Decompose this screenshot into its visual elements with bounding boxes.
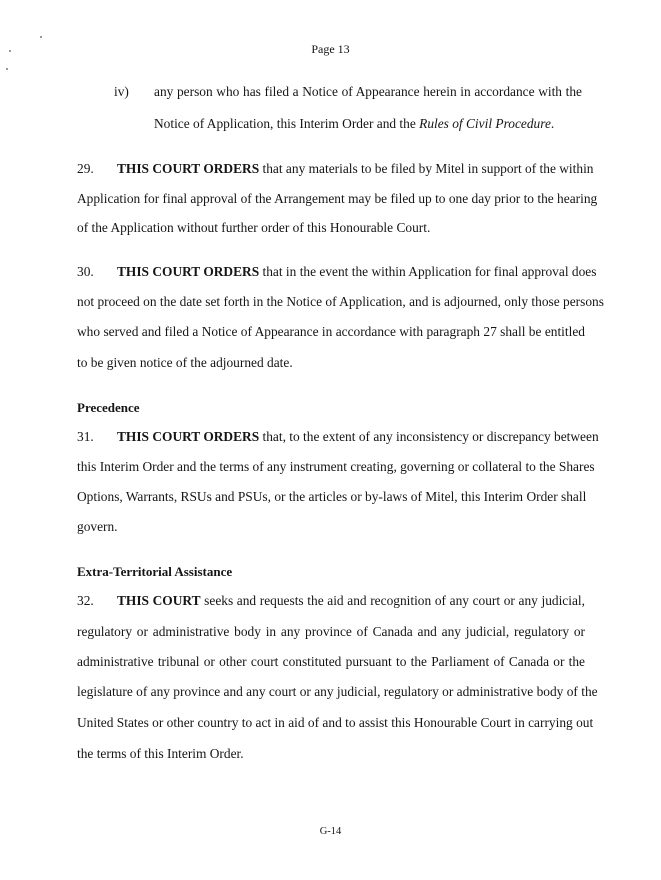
paragraph-32-line-1: 32. THIS COURT seeks and requests the aid and recognition of any court or any judicial, [77, 593, 585, 608]
rules-citation: Rules of Civil Procedure [419, 116, 551, 131]
paragraph-32-line-3: administrative tribunal or other court constituted pursuant to the Parliament of Canada or the [77, 654, 585, 669]
section-heading-extra-territorial: Extra-Territorial Assistance [77, 564, 233, 579]
court-orders-phrase: THIS COURT ORDERS [117, 161, 260, 176]
paragraph-number: 31. [77, 429, 94, 444]
paragraph-29-line-3: of the Application without further order of this Honourable Court. [77, 220, 431, 235]
section-heading-precedence: Precedence [77, 400, 140, 415]
list-item-label: iv) [114, 84, 129, 99]
paragraph-32-line-2: regulatory or administrative body in any province of Canada and any judicial, regulatory or [77, 624, 585, 639]
paragraph-32-line-6: the terms of this Interim Order. [77, 746, 244, 761]
list-item-iv-line-2: Notice of Application, this Interim Order and the Rules of Civil Procedure. [154, 116, 555, 131]
paragraph-31-line-1: 31. THIS COURT ORDERS that, to the extent of any inconsistency or discrepancy between [77, 429, 599, 444]
paragraph-29-line-1: 29. THIS COURT ORDERS that any materials to be filed by Mitel in support of the within [77, 161, 594, 176]
paragraph-30-line-2: not proceed on the date set forth in the Notice of Application, and is adjourned, only those persons [77, 294, 604, 309]
paragraph-31-line-3: Options, Warrants, RSUs and PSUs, or the articles or by-laws of Mitel, this Interim Order shall [77, 489, 587, 504]
paragraph-number: 30. [77, 264, 94, 279]
paragraph-32-line-5: United States or other country to act in aid of and to assist this Honourable Court in carrying out [77, 715, 594, 730]
court-phrase: THIS COURT [117, 593, 201, 608]
court-orders-phrase: THIS COURT ORDERS [117, 429, 260, 444]
paragraph-31-line-2: this Interim Order and the terms of any instrument creating, governing or collateral to the Shares [77, 459, 595, 474]
paragraph-30-line-3: who served and filed a Notice of Appearance in accordance with paragraph 27 shall be entitled [77, 324, 585, 339]
scan-speck [6, 68, 8, 70]
paragraph-32-line-4: legislature of any province and any court or any judicial, regulatory or administrative body of the [77, 684, 598, 699]
paragraph-30-line-1: 30. THIS COURT ORDERS that in the event the within Application for final approval does [77, 264, 597, 279]
paragraph-30-line-4: to be given notice of the adjourned date. [77, 355, 293, 370]
court-orders-phrase: THIS COURT ORDERS [117, 264, 260, 279]
page-footer: G-14 [319, 826, 342, 837]
paragraph-29-line-2: Application for final approval of the Arrangement may be filed up to one day prior to the hearing [77, 191, 598, 206]
paragraph-number: 29. [77, 161, 94, 176]
scan-speck [40, 36, 42, 38]
page-header: Page 13 [311, 42, 350, 56]
paragraph-31-line-4: govern. [77, 519, 118, 534]
list-item-iv-line-1: any person who has filed a Notice of Appearance herein in accordance with the [154, 84, 582, 99]
paragraph-number: 32. [77, 593, 94, 608]
